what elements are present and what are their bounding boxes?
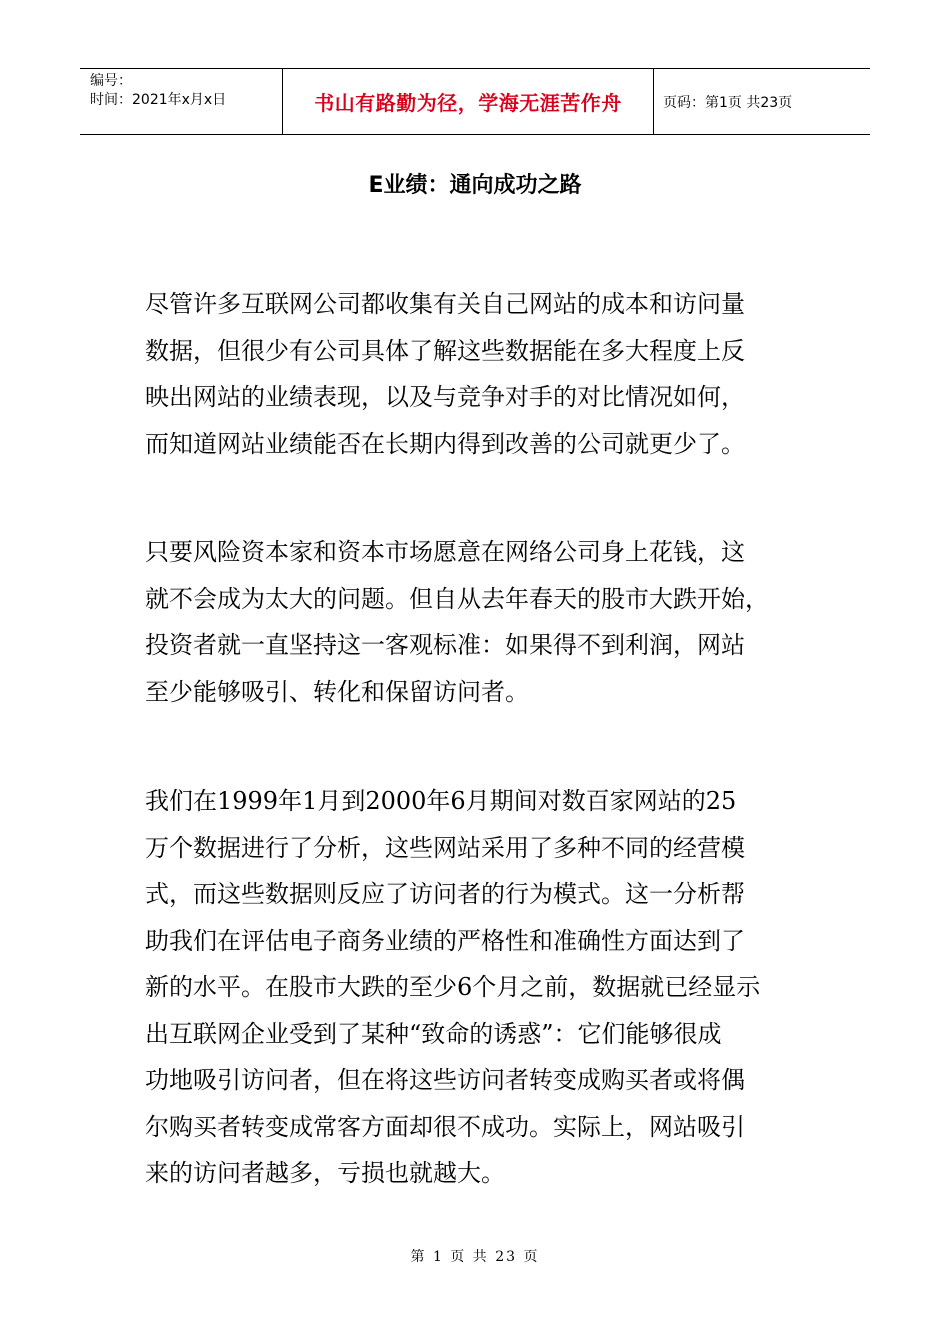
page-header <box>80 68 870 135</box>
page-info: 页码：第1页 共23页 <box>663 94 793 111</box>
paragraph-line: 来的访问者越多，亏损也就越大。 <box>145 1159 505 1187</box>
paragraph-line: 至少能够吸引、转化和保留访问者。 <box>145 677 529 706</box>
paragraph-line: 新的水平。在股市大跌的至少6个月之前，数据就已经显示 <box>145 973 761 1001</box>
paragraph-line: 就不会成为太大的问题。但自从去年春天的股市大跌开始， <box>145 584 769 613</box>
paragraph-3 <box>145 778 825 1197</box>
page-footer: 第 1 页 共 23 页 <box>410 1249 540 1265</box>
paragraph-line: 万个数据进行了分析，这些网站采用了多种不同的经营模 <box>145 833 745 862</box>
header-page-cell <box>654 69 870 134</box>
header-motto-cell <box>282 69 654 134</box>
time-label: 时间：2021年x月x日 <box>90 92 227 108</box>
paragraph-line: 式，而这些数据则反应了访问者的行为模式。这一分析帮 <box>145 880 745 908</box>
paragraph-line: 出互联网企业受到了某种“致命的诱惑”：它们能够很成 <box>145 1019 722 1048</box>
document-title: E业绩：通向成功之路 <box>368 173 582 198</box>
paragraph-line: 而知道网站业绩能否在长期内得到改善的公司就更少了。 <box>145 429 745 458</box>
paragraph-line: 投资者就一直坚持这一客观标准：如果得不到利润，网站 <box>145 631 745 659</box>
motto-text: 书山有路勤为径，学海无涯苦作舟 <box>314 91 622 115</box>
paragraph-line: 功地吸引访问者，但在将这些访问者转变成购买者或将偶 <box>145 1066 745 1094</box>
paragraph-line: 映出网站的业绩表现，以及与竞争对手的对比情况如何， <box>145 383 745 411</box>
paragraph-line: 数据，但很少有公司具体了解这些数据能在多大程度上反 <box>145 336 745 365</box>
paragraph-line: 我们在1999年1月到2000年6月期间对数百家网站的25 <box>145 787 737 815</box>
paragraph-line: 尽管许多互联网公司都收集有关自己网站的成本和访问量 <box>145 290 745 318</box>
paragraph-line: 只要风险资本家和资本市场愿意在网络公司身上花钱，这 <box>145 538 745 566</box>
paragraph-2 <box>145 529 825 715</box>
paragraph-line: 助我们在评估电子商务业绩的严格性和准确性方面达到了 <box>145 926 745 955</box>
header-meta-cell <box>80 69 282 134</box>
paragraph-1 <box>145 281 825 467</box>
paragraph-line: 尔购买者转变成常客方面却很不成功。实际上，网站吸引 <box>145 1112 745 1141</box>
number-label: 编号： <box>90 73 132 89</box>
